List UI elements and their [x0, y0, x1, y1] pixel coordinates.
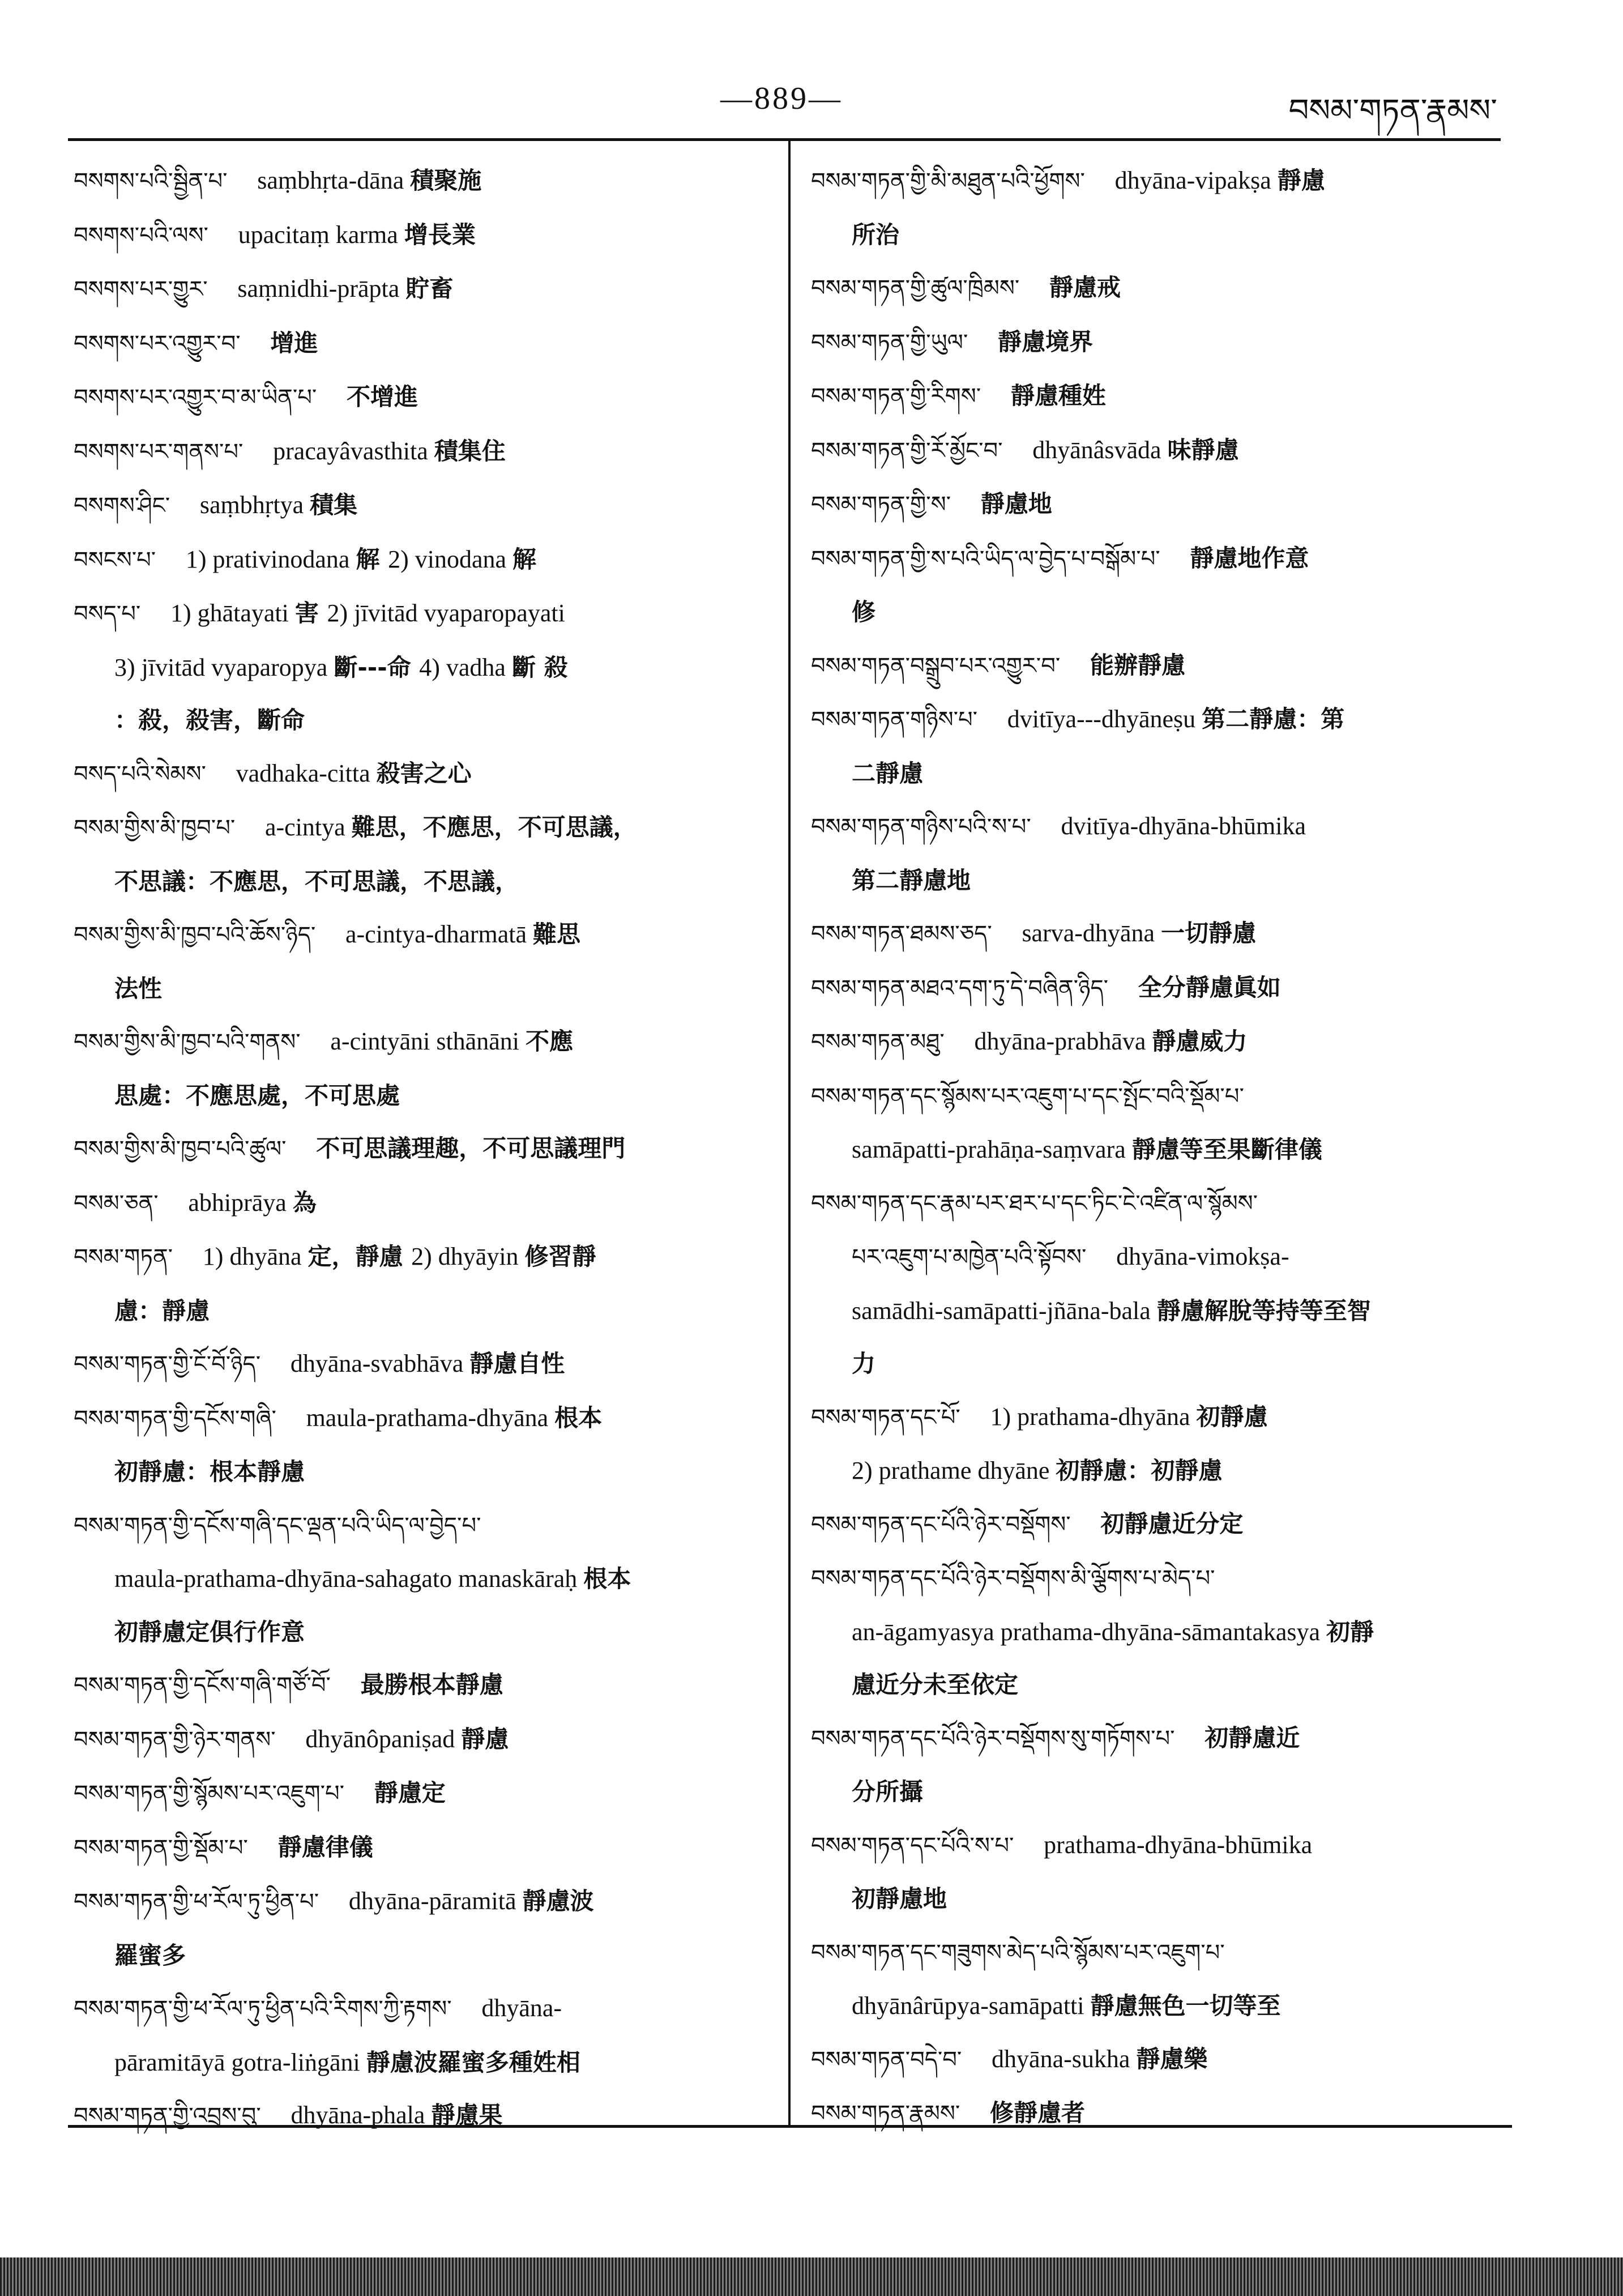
sanskrit-term: dhyānôpaniṣad [305, 1725, 462, 1753]
entry-continuation [811, 1123, 1490, 1176]
chinese-gloss: 積聚施 [410, 167, 482, 194]
chinese-gloss: 解 [356, 545, 388, 573]
dictionary-entry [74, 801, 762, 855]
sanskrit-term: dhyāna-pāramitā [348, 1887, 523, 1915]
entry-continuation [811, 1606, 1490, 1659]
sanskrit-term: dhyāna-vimokṣa- [1116, 1243, 1289, 1270]
dictionary-entry [74, 208, 762, 263]
dictionary-entry [74, 1658, 762, 1713]
dictionary-entry [811, 1497, 1490, 1552]
dictionary-entry [811, 261, 1490, 315]
sanskrit-term: samāpatti-prahāṇa-saṃvara [852, 1136, 1132, 1163]
column-divider [788, 140, 791, 2126]
chinese-gloss: 不可思議理趣，不可思議理門 [316, 1134, 626, 1162]
sanskrit-term: dhyāna-svabhāva [290, 1350, 470, 1377]
sanskrit-term: a-cintya-dharmatā [345, 920, 533, 948]
chinese-gloss: 法性 [114, 974, 163, 1002]
tibetan-term: བསམ་གཏན་གྱི་སྡོམ་པ་ [74, 1834, 255, 1861]
sanskrit-term: 1) prathama-dhyāna [990, 1402, 1197, 1431]
chinese-gloss: 難思，不應思，不可思議， [351, 813, 637, 841]
sanskrit-term: vadhaka-citta [236, 759, 377, 787]
chinese-gloss: 初靜慮近 [1205, 1723, 1300, 1752]
chinese-gloss: ：殺，殺害，斷命 [114, 706, 305, 734]
dictionary-entry [811, 1551, 1490, 1606]
chinese-gloss: 最勝根本靜慮 [360, 1671, 503, 1698]
chinese-gloss: 能辦靜慮 [1090, 651, 1185, 679]
chinese-gloss: 斷---命 [334, 653, 420, 681]
entry-continuation [811, 586, 1490, 639]
dictionary-entry [74, 533, 762, 587]
dictionary-entry [811, 800, 1490, 854]
dictionary-entry [74, 370, 762, 425]
entry-continuation [811, 747, 1490, 800]
chinese-gloss: 初靜慮定俱行作意 [114, 1618, 305, 1646]
dictionary-entry [74, 1230, 762, 1284]
chinese-gloss: 初靜慮地 [852, 1885, 947, 1913]
sanskrit-term: saṃnidhi-prāpta [237, 275, 406, 302]
chinese-gloss: 解 [512, 545, 537, 573]
tibetan-term: བསམ་ཅན་ [74, 1190, 166, 1217]
chinese-gloss: 為 [292, 1188, 317, 1217]
tibetan-term: བསམ་གཏན་གྱི་ས་པའི་ཡིད་ལ་བྱེད་པ་བསྒོམ་པ་ [811, 545, 1168, 572]
dictionary-entry [811, 693, 1490, 747]
tibetan-term: བསམ་གཏན་གྱི་ཉེར་གནས་ [74, 1726, 283, 1753]
sanskrit-term: pāramitāyā gotra-liṅgāni [114, 2048, 366, 2076]
chinese-gloss: 殺害之心 [376, 759, 472, 787]
sanskrit-term: 1) dhyāna [202, 1243, 308, 1270]
tibetan-term: བསངས་པ་ [74, 547, 163, 573]
tibetan-term: བསམ་གཏན་དང་པོ་ [811, 1404, 968, 1431]
tibetan-term: བསམ་གཏན་དང་གཟུགས་མེད་པའི་སྙོམས་པར་འཇུག་པ་ [811, 1939, 1225, 1966]
chinese-gloss: 靜慮波羅蜜多種姓相 [366, 2048, 580, 2076]
chinese-gloss: 思處：不應思處，不可思處 [114, 1081, 400, 1109]
right-column [811, 154, 1490, 2141]
chinese-gloss: 貯畜 [405, 275, 454, 302]
tibetan-term: བསམ་གཏན་རྣམས་ [811, 2101, 967, 2127]
sanskrit-term: samādhi-samāpatti-jñāna-bala [852, 1296, 1157, 1325]
entry-continuation [811, 1765, 1490, 1819]
tibetan-term: བསགས་ཤིང་ [74, 493, 177, 519]
scan-edge-band [0, 2257, 1623, 2296]
chinese-gloss: 分所攝 [852, 1778, 924, 1806]
sanskrit-term: dhyāna-sukha [992, 2045, 1137, 2073]
tibetan-term: བསམ་གྱིས་མི་ཁྱབ་པའི་ཚུལ་ [74, 1136, 294, 1162]
dictionary-entry [811, 532, 1490, 586]
sanskrit-term: pracayâvasthita [273, 437, 434, 465]
tibetan-term: བསམ་གཏན་གྱི་དངོས་གཞི་གཙོ་བོ་ [74, 1672, 338, 1698]
dictionary-entry [811, 1015, 1490, 1069]
tibetan-term: བསམ་གཏན་གྱི་ངོ་བོ་ཉིད་ [74, 1351, 268, 1377]
tibetan-term: བསམ་གཏན་བདེ་བ་ [811, 2046, 969, 2073]
chinese-gloss: 害 [294, 599, 327, 627]
dictionary-entry [74, 2089, 762, 2143]
chinese-gloss: 靜慮 [461, 1725, 509, 1753]
entry-continuation [74, 1445, 762, 1499]
tibetan-term: བསམ་གཏན་གྱི་ཕ་རོལ་ཏུ་ཕྱིན་པ་ [74, 1889, 326, 1915]
sanskrit-term: saṃbhṛta-dāna [257, 167, 411, 194]
sanskrit-term: abhiprāya [188, 1188, 293, 1217]
dictionary-entry [74, 262, 762, 317]
sanskrit-term: dhyāna-phala [291, 2101, 432, 2129]
tibetan-term: བསམ་གཏན་དང་སྙོམས་པར་འཇུག་པ་དང་སྤོང་བའི་སྡོམ་པ་ [811, 1083, 1244, 1109]
sanskrit-term: maula-prathama-dhyāna-sahagato manaskāraḥ [114, 1565, 584, 1593]
chinese-gloss: 靜慮波 [522, 1887, 594, 1915]
dictionary-entry [74, 1176, 762, 1231]
chinese-gloss: 靜慮戒 [1049, 274, 1121, 301]
chinese-gloss: 靜慮等至果斷律儀 [1131, 1136, 1322, 1163]
tibetan-term: བསམ་གཏན་གྱི་ཚུལ་ཁྲིམས་ [811, 275, 1027, 301]
dictionary-entry [74, 587, 762, 641]
chinese-gloss: 靜慮威力 [1152, 1027, 1248, 1055]
chinese-gloss: 殺 [544, 653, 568, 681]
chinese-gloss: 修靜慮者 [989, 2099, 1085, 2127]
tibetan-term: བསམ་གཏན་གྱི་ཕ་རོལ་ཏུ་ཕྱིན་པའི་རིགས་ཀྱི་རྟགས་ [74, 1996, 459, 2022]
sanskrit-term: an-āgamyasya prathama-dhyāna-sāmantakasya [852, 1618, 1327, 1646]
sanskrit-term: prathama-dhyāna-bhūmika [1044, 1830, 1313, 1859]
entry-continuation [74, 1069, 762, 1123]
sanskrit-term: upacitaṃ karma [238, 220, 404, 249]
dictionary-entry [74, 154, 762, 208]
tibetan-term: བསམ་གཏན་དང་པོའི་ས་པ་ [811, 1832, 1022, 1859]
entry-continuation [811, 854, 1490, 907]
sanskrit-term: 1) ghātayati [170, 599, 295, 627]
chinese-gloss: 積集 [310, 491, 358, 519]
tibetan-term: བསགས་པར་འགྱུར་བ་མ་ཡིན་པ་ [74, 385, 324, 411]
tibetan-term: བསམ་གཏན་གྱི་མི་མཐུན་པའི་ཕྱོགས་ [811, 168, 1092, 194]
sanskrit-term: dvitīya---dhyāneṣu [1007, 705, 1202, 733]
chinese-gloss: 靜慮律儀 [277, 1833, 373, 1861]
top-rule [68, 138, 1501, 141]
tibetan-term: བསམ་གྱིས་མི་ཁྱབ་པ་ [74, 815, 242, 841]
chinese-gloss: 斷 [511, 653, 544, 681]
chinese-gloss: 味靜慮 [1167, 436, 1239, 464]
entry-continuation [811, 1230, 1490, 1284]
entry-continuation [811, 208, 1490, 262]
tibetan-term: བསམ་གཏན་དང་པོའི་ཉེར་བསྡོགས་ [811, 1511, 1078, 1538]
dictionary-entry [74, 317, 762, 371]
entry-continuation [811, 1979, 1490, 2033]
sanskrit-term: sarva-dhyāna [1022, 919, 1161, 947]
chinese-gloss: 初靜慮：根本靜慮 [114, 1458, 305, 1486]
chinese-gloss: 慮近分未至依定 [852, 1671, 1019, 1698]
chinese-gloss: 初靜慮：初靜慮 [1056, 1457, 1223, 1484]
chinese-gloss: 靜慮果 [431, 2101, 503, 2129]
dictionary-entry [74, 1015, 762, 1069]
tibetan-term: བསམ་གྱིས་མི་ཁྱབ་པའི་གནས་ [74, 1029, 308, 1055]
chinese-gloss: 不思議：不應思，不可思議，不思議， [114, 867, 519, 895]
dictionary-entry [811, 424, 1490, 478]
sanskrit-term: 2) dhyāyin [411, 1243, 525, 1270]
chinese-gloss: 靜慮樂 [1136, 2045, 1208, 2073]
dictionary-entry [74, 1982, 762, 2036]
dictionary-entry [74, 425, 762, 479]
tibetan-term: བསམ་གཏན་མཐའ་དག་ཏུ་དེ་བཞིན་ཉིད་ [811, 975, 1116, 1001]
sanskrit-term: 2) vinodana [388, 545, 513, 573]
dictionary-entry [74, 747, 762, 801]
entry-continuation [811, 1444, 1490, 1497]
sanskrit-term: saṃbhṛtya [199, 491, 310, 519]
tibetan-term: བསགས་པར་གནས་པ་ [74, 438, 251, 465]
tibetan-term: བསམ་གཏན་གྱི་དངོས་གཞི་ [74, 1405, 284, 1432]
dictionary-entry [811, 1069, 1490, 1124]
sanskrit-term: maula-prathama-dhyāna [306, 1403, 555, 1432]
chinese-gloss: 靜慮境界 [998, 327, 1094, 356]
entry-continuation [74, 1552, 762, 1606]
tibetan-term: བསམ་གཏན་གཉིས་པ་ [811, 707, 985, 733]
entry-continuation [74, 641, 762, 694]
chinese-gloss: 不應 [525, 1027, 573, 1055]
page-number: —889— [720, 81, 843, 116]
dictionary-entry [74, 1499, 762, 1553]
dictionary-entry [811, 639, 1490, 693]
left-column [74, 154, 762, 2143]
dictionary-entry [74, 479, 762, 533]
tibetan-term: བསམ་གཏན་གྱི་ས་ [811, 492, 958, 518]
chinese-gloss: 不增進 [347, 383, 418, 411]
dictionary-entry [74, 1875, 762, 1929]
chinese-gloss: 第二靜慮：第 [1202, 705, 1345, 733]
tibetan-term: བསམ་གཏན་གྱི་ཡུལ་ [811, 329, 975, 356]
entry-continuation [74, 962, 762, 1015]
chinese-gloss: 積集住 [434, 437, 506, 465]
dictionary-entry [811, 1926, 1490, 1980]
entry-continuation [74, 1929, 762, 1982]
running-head: བསམ་གཏན་རྣམས་ [1288, 92, 1497, 129]
chinese-gloss: 靜慮無色一切等至 [1090, 1992, 1281, 2020]
sanskrit-term: dhyāna-prabhāva [974, 1027, 1152, 1055]
chinese-gloss: 增進 [270, 328, 318, 357]
dictionary-entry [811, 477, 1490, 532]
dictionary-entry [74, 1713, 762, 1767]
dictionary-entry [811, 369, 1490, 424]
tibetan-term: བསམ་གཏན་དང་པོའི་ཉེར་བསྡོགས་སུ་གཏོགས་པ་ [811, 1725, 1182, 1752]
sanskrit-term: dhyāna- [481, 1994, 562, 2022]
tibetan-term: བསགས་པར་གྱུར་ [74, 276, 215, 302]
tibetan-term: བསམ་གཏན་དང་རྣམ་པར་ཐར་པ་དང་ཏིང་ངེ་འཛིན་ལ་སྙོམས་ [811, 1190, 1258, 1217]
dictionary-entry [811, 154, 1490, 208]
chinese-gloss: 力 [852, 1350, 876, 1377]
chinese-gloss: 修習靜 [524, 1243, 596, 1270]
entry-continuation [74, 1284, 762, 1338]
chinese-gloss: 二靜慮 [852, 759, 924, 787]
dictionary-entry [811, 315, 1490, 370]
dictionary-entry [811, 1390, 1490, 1445]
chinese-gloss: 所治 [852, 220, 900, 249]
sanskrit-term: dvitīya-dhyāna-bhūmika [1061, 812, 1306, 840]
dictionary-entry [811, 1819, 1490, 1873]
dictionary-entry [811, 2033, 1490, 2087]
sanskrit-term: dhyānâsvāda [1032, 436, 1168, 464]
sanskrit-term: a-cintyāni sthānāni [330, 1027, 526, 1055]
chinese-gloss: 初靜 [1326, 1618, 1374, 1646]
dictionary-entry [811, 1176, 1490, 1231]
dictionary-entry [74, 1392, 762, 1446]
chinese-gloss: 根本 [554, 1403, 603, 1432]
entry-continuation [811, 1658, 1490, 1712]
dictionary-entry [811, 2086, 1490, 2141]
tibetan-term: བསམ་གཏན་ [74, 1244, 180, 1270]
entry-continuation [74, 694, 762, 747]
tibetan-term: བསམ་གཏན་གཉིས་པའི་ས་པ་ [811, 814, 1039, 840]
tibetan-term: བསགས་པའི་སྦྱིན་པ་ [74, 168, 235, 194]
chinese-gloss: 增長業 [404, 220, 476, 249]
sanskrit-term: 4) vadha [419, 653, 512, 681]
chinese-gloss: 第二靜慮地 [852, 866, 971, 894]
chinese-gloss: 靜慮定 [374, 1779, 446, 1807]
chinese-gloss: 羅蜜多 [114, 1941, 186, 1969]
tibetan-term: བསམ་གཏན་གྱི་རོ་མྱོང་བ་ [811, 437, 1010, 464]
chinese-gloss: 靜慮 [1277, 167, 1325, 194]
dictionary-entry [74, 1766, 762, 1821]
sanskrit-term: 2) jīvitād vyaparopayati [327, 599, 565, 627]
sanskrit-term: 2) prathame dhyāne [852, 1457, 1056, 1484]
dictionary-entry [811, 961, 1490, 1015]
chinese-gloss: 定，靜慮 [307, 1243, 412, 1270]
chinese-gloss: 慮：靜慮 [114, 1296, 210, 1325]
dictionary-entry [74, 1821, 762, 1875]
tibetan-term: བསམ་གྱིས་མི་ཁྱབ་པའི་ཆོས་ཉིད་ [74, 922, 323, 948]
tibetan-term: བསགས་པའི་ལས་ [74, 222, 216, 249]
dictionary-entry [74, 1122, 762, 1176]
tibetan-term: བསམ་གཏན་དང་པོའི་ཉེར་བསྡོགས་མི་ལྕོགས་པ་མེད་པ་ [811, 1565, 1215, 1591]
chinese-gloss: 初靜慮 [1196, 1402, 1268, 1431]
tibetan-term: བསམ་གཏན་གྱི་སྙོམས་པར་འཇུག་པ་ [74, 1781, 352, 1807]
sanskrit-term: 1) prativinodana [185, 545, 356, 573]
tibetan-term: བསམ་གཏན་ཐམས་ཅད་ [811, 921, 1000, 947]
entry-continuation [811, 1284, 1490, 1338]
sanskrit-term: a-cintya [264, 813, 352, 841]
dictionary-entry [811, 907, 1490, 961]
chinese-gloss: 靜慮解脫等持等至智 [1156, 1296, 1371, 1325]
entry-continuation [74, 2036, 762, 2089]
tibetan-term: བསམ་གཏན་མཐུ་ [811, 1029, 952, 1055]
tibetan-term: བསད་པ་ [74, 601, 148, 627]
dictionary-entry [74, 1337, 762, 1392]
entry-continuation [74, 1606, 762, 1659]
tibetan-term: པར་འཇུག་པ་མཁྱེན་པའི་སྟོབས་ [852, 1244, 1094, 1270]
tibetan-term: བསམ་གཏན་གྱི་འབྲས་བུ་ [74, 2103, 268, 2129]
tibetan-term: བསམ་གཏན་བསྒྲུབ་པར་འགྱུར་བ་ [811, 652, 1067, 679]
chinese-gloss: 根本 [583, 1565, 631, 1593]
entry-continuation [811, 1872, 1490, 1926]
chinese-gloss: 初靜慮近分定 [1100, 1509, 1244, 1538]
dictionary-entry [811, 1712, 1490, 1766]
chinese-gloss: 難思 [533, 920, 581, 948]
sanskrit-term: dhyāna-vipakṣa [1114, 167, 1278, 194]
chinese-gloss: 靜慮自性 [469, 1350, 565, 1377]
chinese-gloss: 一切靜慮 [1160, 919, 1256, 947]
tibetan-term: བསགས་པར་འགྱུར་བ་ [74, 330, 248, 357]
chinese-gloss: 靜慮地作意 [1190, 544, 1309, 572]
entry-continuation [811, 1337, 1490, 1390]
tibetan-term: བསམ་གཏན་གྱི་རིགས་ [811, 383, 988, 409]
tibetan-term: བསམ་གཏན་གྱི་དངོས་གཞི་དང་ལྡན་པའི་ཡིད་ལ་བྱེད་པ་ [74, 1512, 481, 1539]
sanskrit-term: dhyānârūpya-samāpatti [852, 1992, 1091, 2020]
tibetan-term: བསད་པའི་སེམས་ [74, 761, 213, 787]
chinese-gloss: 靜慮種姓 [1010, 382, 1106, 409]
chinese-gloss: 全分靜慮眞如 [1138, 973, 1281, 1001]
dictionary-entry [74, 908, 762, 962]
sanskrit-term: 3) jīvitād vyaparopya [114, 653, 334, 681]
entry-continuation [74, 855, 762, 908]
chinese-gloss: 修 [852, 598, 876, 626]
chinese-gloss: 靜慮地 [980, 490, 1052, 518]
